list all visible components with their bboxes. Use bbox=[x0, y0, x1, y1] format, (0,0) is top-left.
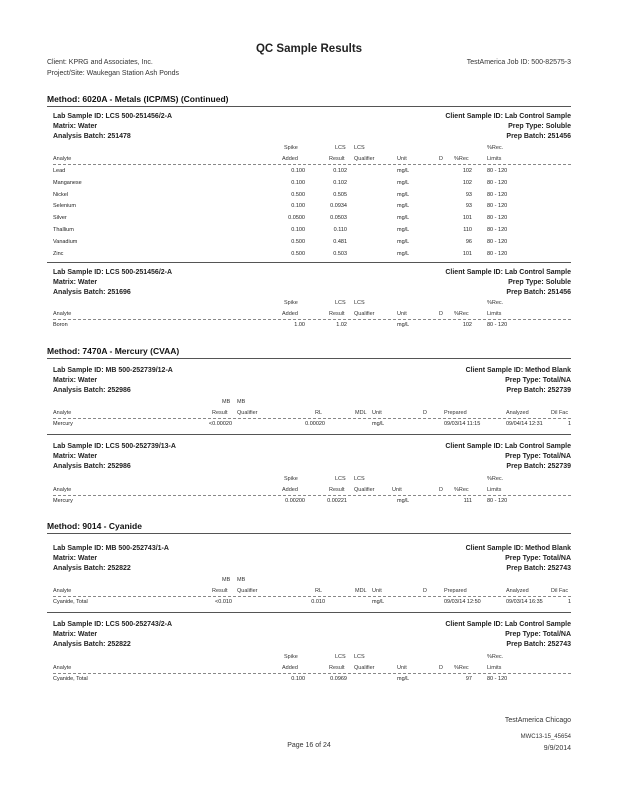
page-title: QC Sample Results bbox=[255, 43, 363, 55]
col-lcs: LCS bbox=[354, 145, 365, 151]
col-unit: Unit bbox=[372, 588, 382, 594]
analysis-batch: Analysis Batch: 252822 bbox=[53, 565, 131, 572]
col-lcs: LCS bbox=[354, 476, 365, 482]
analyte-cell: Zinc bbox=[53, 250, 64, 257]
col-rec: %Rec bbox=[454, 311, 469, 317]
unit-cell: mg/L bbox=[397, 238, 410, 245]
added-cell: 0.100 bbox=[291, 168, 305, 174]
col-qualifier: Qualifier bbox=[354, 156, 375, 162]
rl-cell: 0.010 bbox=[311, 599, 325, 605]
matrix: Matrix: Water bbox=[53, 279, 98, 286]
added-cell: 0.500 bbox=[291, 238, 305, 245]
qc-block-lcs-metals bbox=[47, 112, 571, 262]
col-lcs: LCS bbox=[335, 476, 346, 482]
rl-cell: 0.00020 bbox=[305, 421, 325, 427]
col-analyte: Analyte bbox=[53, 487, 72, 493]
added-cell: 0.0500 bbox=[288, 215, 305, 222]
col-analyte: Analyte bbox=[53, 588, 72, 594]
dilfac-cell: 1 bbox=[567, 421, 571, 427]
lab-sample-id: Lab Sample ID: MB 500-252739/12-A bbox=[53, 367, 173, 374]
col-limits: Limits bbox=[487, 487, 502, 493]
analyte-cell: Lead bbox=[53, 168, 66, 174]
col-mdl: MDL bbox=[355, 588, 367, 594]
rec-cell: 97 bbox=[465, 676, 472, 682]
lab-sample-id: Lab Sample ID: LCS 500-252739/13-A bbox=[53, 443, 176, 450]
result-cell: 0.481 bbox=[333, 238, 347, 245]
prep-batch: Prep Batch: 251456 bbox=[506, 133, 571, 140]
analyte-cell: Mercury bbox=[53, 421, 73, 427]
prep-type: Prep Type: Soluble bbox=[508, 279, 571, 286]
analyzed-cell: 09/04/14 12:31 bbox=[506, 421, 543, 427]
col-result: Result bbox=[329, 311, 345, 317]
client-name: Client: KPRG and Associates, Inc. bbox=[47, 59, 153, 66]
unit-cell: mg/L bbox=[397, 215, 410, 222]
analyte-cell: Nickel bbox=[53, 191, 68, 198]
result-cell: 0.0969 bbox=[330, 676, 347, 682]
col-analyte: Analyte bbox=[53, 410, 72, 416]
divider bbox=[47, 262, 571, 263]
col-spike: Spike bbox=[284, 476, 298, 482]
matrix: Matrix: Water bbox=[53, 377, 98, 384]
col-rec: %Rec bbox=[454, 487, 469, 493]
col-spike: Spike bbox=[284, 300, 298, 306]
col-lcs: LCS bbox=[335, 145, 346, 151]
method-7470-heading: Method: 7470A - Mercury (CVAA) bbox=[47, 346, 180, 356]
added-cell: 0.100 bbox=[291, 676, 305, 682]
col-lcs: LCS bbox=[354, 654, 365, 660]
analysis-batch: Analysis Batch: 251696 bbox=[53, 289, 131, 296]
col-rec: %Rec bbox=[454, 156, 469, 162]
rec-cell: 110 bbox=[463, 227, 472, 233]
col-unit: Unit bbox=[392, 487, 402, 493]
project-site: Project/Site: Waukegan Station Ash Ponds bbox=[47, 70, 180, 77]
analysis-batch: Analysis Batch: 252986 bbox=[53, 463, 131, 470]
result-cell: 0.0503 bbox=[330, 215, 347, 222]
rec-cell: 102 bbox=[462, 179, 472, 186]
prepared-cell: 09/03/14 11:15 bbox=[444, 421, 481, 427]
unit-cell: mg/L bbox=[397, 498, 410, 504]
prep-batch: Prep Batch: 252739 bbox=[506, 387, 571, 394]
result-cell: 1.02 bbox=[336, 322, 347, 328]
col-spike: Spike bbox=[284, 654, 298, 660]
col-analyte: Analyte bbox=[53, 311, 72, 317]
col-qualifier: Qualifier bbox=[354, 311, 375, 317]
qc-block-lcs-cyanide bbox=[47, 620, 571, 690]
unit-cell: mg/L bbox=[397, 227, 410, 233]
col-qualifier: Qualifier bbox=[237, 588, 258, 594]
rec-cell: 102 bbox=[462, 322, 472, 328]
col-mb: MB bbox=[237, 399, 246, 405]
col-added: Added bbox=[282, 665, 298, 671]
added-cell: 0.100 bbox=[291, 179, 305, 186]
prep-type: Prep Type: Total/NA bbox=[505, 631, 571, 638]
prep-batch: Prep Batch: 252739 bbox=[506, 463, 571, 470]
col-analyte: Analyte bbox=[53, 665, 72, 671]
analysis-batch: Analysis Batch: 251478 bbox=[53, 133, 131, 140]
qc-block-mb-mercury bbox=[47, 366, 571, 432]
limits-cell: 80 - 120 bbox=[487, 498, 508, 504]
col-unit: Unit bbox=[372, 410, 382, 416]
prep-batch: Prep Batch: 252743 bbox=[506, 641, 571, 648]
col-result: Result bbox=[329, 156, 345, 162]
unit-cell: mg/L bbox=[397, 676, 410, 682]
result-cell: 0.00221 bbox=[327, 498, 347, 504]
col-rl: RL bbox=[315, 410, 323, 416]
job-id: TestAmerica Job ID: 500-82575-3 bbox=[466, 59, 571, 66]
col-dilfac: Dil Fac bbox=[551, 410, 569, 416]
col-limits: Limits bbox=[487, 311, 502, 317]
lab-sample-id: Lab Sample ID: LCS 500-251456/2-A bbox=[53, 113, 173, 120]
prep-batch: Prep Batch: 252743 bbox=[506, 565, 571, 572]
limits-cell: 80 - 120 bbox=[487, 168, 508, 174]
qc-block-lcs-boron bbox=[47, 268, 571, 332]
added-cell: 0.100 bbox=[291, 203, 305, 210]
unit-cell: mg/L bbox=[397, 203, 410, 210]
result-cell: 0.110 bbox=[333, 227, 347, 233]
col-qualifier: Qualifier bbox=[354, 665, 375, 671]
col-result: Result bbox=[212, 410, 228, 416]
limits-cell: 80 - 120 bbox=[487, 191, 508, 198]
lab-sample-id: Lab Sample ID: MB 500-252743/1-A bbox=[53, 545, 169, 552]
col-d: D bbox=[423, 588, 427, 594]
added-cell: 1.00 bbox=[294, 322, 305, 328]
unit-cell: mg/L bbox=[372, 421, 385, 427]
matrix: Matrix: Water bbox=[53, 631, 98, 638]
rec-cell: 96 bbox=[465, 238, 472, 245]
limits-cell: 80 - 120 bbox=[487, 227, 508, 233]
analyte-cell: Mercury bbox=[53, 498, 73, 504]
unit-cell: mg/L bbox=[397, 250, 410, 257]
col-d: D bbox=[439, 156, 443, 162]
col-rec: %Rec. bbox=[487, 300, 504, 306]
prep-type: Prep Type: Total/NA bbox=[505, 555, 571, 562]
analyte-cell: Manganese bbox=[53, 179, 82, 186]
col-mb: MB bbox=[222, 577, 231, 583]
analyte-cell: Boron bbox=[53, 322, 68, 328]
header-underline bbox=[53, 164, 571, 165]
divider bbox=[47, 533, 571, 534]
result-cell: 0.102 bbox=[333, 179, 347, 186]
unit-cell: mg/L bbox=[397, 191, 410, 198]
prep-batch: Prep Batch: 251456 bbox=[506, 289, 571, 296]
limits-cell: 80 - 120 bbox=[487, 179, 508, 186]
analyte-cell: Cyanide, Total bbox=[53, 676, 88, 682]
unit-cell: mg/L bbox=[397, 168, 410, 174]
method-9014-heading: Method: 9014 - Cyanide bbox=[47, 521, 142, 531]
qc-block-mb-cyanide bbox=[47, 544, 571, 610]
col-unit: Unit bbox=[397, 311, 407, 317]
col-rec: %Rec bbox=[454, 665, 469, 671]
added-cell: 0.500 bbox=[291, 191, 305, 198]
lab-sample-id: Lab Sample ID: LCS 500-252743/2-A bbox=[53, 621, 173, 628]
prep-type: Prep Type: Total/NA bbox=[505, 453, 571, 460]
col-result: Result bbox=[329, 487, 345, 493]
header-underline bbox=[53, 495, 571, 496]
header-underline bbox=[53, 319, 571, 320]
added-cell: 0.00200 bbox=[285, 498, 305, 504]
col-rec: %Rec. bbox=[487, 654, 504, 660]
prep-type: Prep Type: Soluble bbox=[508, 123, 571, 130]
limits-cell: 80 - 120 bbox=[487, 676, 508, 682]
col-analyzed: Analyzed bbox=[506, 410, 529, 416]
header-underline bbox=[53, 418, 571, 419]
unit-cell: mg/L bbox=[397, 322, 410, 328]
client-sample-id: Client Sample ID: Method Blank bbox=[465, 367, 571, 374]
col-limits: Limits bbox=[487, 156, 502, 162]
analysis-batch: Analysis Batch: 252986 bbox=[53, 387, 131, 394]
result-cell: 0.503 bbox=[333, 250, 347, 257]
col-result: Result bbox=[212, 588, 228, 594]
client-sample-id: Client Sample ID: Lab Control Sample bbox=[445, 443, 571, 450]
limits-cell: 80 - 120 bbox=[487, 215, 508, 222]
col-qualifier: Qualifier bbox=[237, 410, 258, 416]
result-cell: <0.00020 bbox=[208, 421, 232, 427]
col-d: D bbox=[439, 665, 443, 671]
client-sample-id: Client Sample ID: Lab Control Sample bbox=[445, 621, 571, 628]
analyte-cell: Vanadium bbox=[53, 238, 78, 245]
col-mdl: MDL bbox=[355, 410, 367, 416]
rec-cell: 111 bbox=[463, 498, 472, 504]
limits-cell: 80 - 120 bbox=[487, 322, 508, 328]
limits-cell: 80 - 120 bbox=[487, 238, 508, 245]
col-limits: Limits bbox=[487, 665, 502, 671]
col-mb: MB bbox=[237, 577, 246, 583]
client-sample-id: Client Sample ID: Lab Control Sample bbox=[445, 269, 571, 276]
header-underline bbox=[53, 673, 571, 674]
qc-block-lcs-mercury bbox=[47, 442, 571, 510]
result-cell: 0.505 bbox=[333, 191, 347, 198]
client-sample-id: Client Sample ID: Lab Control Sample bbox=[445, 113, 571, 120]
result-cell: <0.010 bbox=[215, 599, 232, 605]
analyzed-cell: 09/03/14 16:35 bbox=[506, 599, 543, 605]
col-lcs: LCS bbox=[335, 300, 346, 306]
unit-cell: mg/L bbox=[397, 179, 410, 186]
rec-cell: 93 bbox=[465, 203, 472, 210]
method-6020-heading: Method: 6020A - Metals (ICP/MS) (Continued) bbox=[47, 94, 229, 104]
result-cell: 0.102 bbox=[333, 168, 347, 174]
unit-cell: mg/L bbox=[372, 599, 385, 605]
col-rec: %Rec. bbox=[487, 145, 504, 151]
client-sample-id: Client Sample ID: Method Blank bbox=[465, 545, 571, 552]
analyte-cell: Silver bbox=[53, 215, 67, 222]
col-rl: RL bbox=[315, 588, 323, 594]
col-qualifier: Qualifier bbox=[354, 487, 375, 493]
divider bbox=[47, 106, 571, 107]
col-mb: MB bbox=[222, 399, 231, 405]
analyte-cell: Selenium bbox=[53, 203, 76, 210]
col-spike: Spike bbox=[284, 145, 298, 151]
col-analyzed: Analyzed bbox=[506, 588, 529, 594]
lab-sample-id: Lab Sample ID: LCS 500-251456/2-A bbox=[53, 269, 173, 276]
matrix: Matrix: Water bbox=[53, 123, 98, 130]
rec-cell: 102 bbox=[462, 168, 472, 174]
analyte-cell: Thallium bbox=[53, 227, 74, 233]
col-result: Result bbox=[329, 665, 345, 671]
col-unit: Unit bbox=[397, 156, 407, 162]
dilfac-cell: 1 bbox=[567, 599, 571, 605]
divider bbox=[47, 612, 571, 613]
col-rec: %Rec. bbox=[487, 476, 504, 482]
col-added: Added bbox=[282, 487, 298, 493]
col-lcs: LCS bbox=[354, 300, 365, 306]
report-date: 9/9/2014 bbox=[543, 745, 571, 752]
matrix: Matrix: Water bbox=[53, 453, 98, 460]
divider bbox=[47, 358, 571, 359]
col-added: Added bbox=[282, 311, 298, 317]
added-cell: 0.500 bbox=[291, 250, 305, 257]
footer-lab-name: TestAmerica Chicago bbox=[504, 717, 571, 724]
result-cell: 0.0934 bbox=[330, 203, 347, 210]
col-unit: Unit bbox=[397, 665, 407, 671]
prep-type: Prep Type: Total/NA bbox=[505, 377, 571, 384]
col-lcs: LCS bbox=[335, 654, 346, 660]
prepared-cell: 09/03/14 12:50 bbox=[444, 599, 481, 605]
col-d: D bbox=[423, 410, 427, 416]
col-d: D bbox=[439, 487, 443, 493]
page-number: Page 16 of 24 bbox=[287, 742, 331, 749]
rec-cell: 93 bbox=[465, 191, 472, 198]
rec-cell: 101 bbox=[462, 250, 472, 257]
header-underline bbox=[53, 596, 571, 597]
limits-cell: 80 - 120 bbox=[487, 203, 508, 210]
rec-cell: 101 bbox=[462, 215, 472, 222]
divider bbox=[47, 434, 571, 435]
analyte-cell: Cyanide, Total bbox=[53, 599, 88, 605]
col-prepared: Prepared bbox=[444, 410, 467, 416]
col-prepared: Prepared bbox=[444, 588, 467, 594]
analysis-batch: Analysis Batch: 252822 bbox=[53, 641, 131, 648]
added-cell: 0.100 bbox=[291, 227, 305, 233]
matrix: Matrix: Water bbox=[53, 555, 98, 562]
col-dilfac: Dil Fac bbox=[551, 588, 569, 594]
col-added: Added bbox=[282, 156, 298, 162]
document-id: MWC13-15_45654 bbox=[520, 734, 571, 740]
col-d: D bbox=[439, 311, 443, 317]
limits-cell: 80 - 120 bbox=[487, 250, 508, 257]
col-analyte: Analyte bbox=[53, 156, 72, 162]
